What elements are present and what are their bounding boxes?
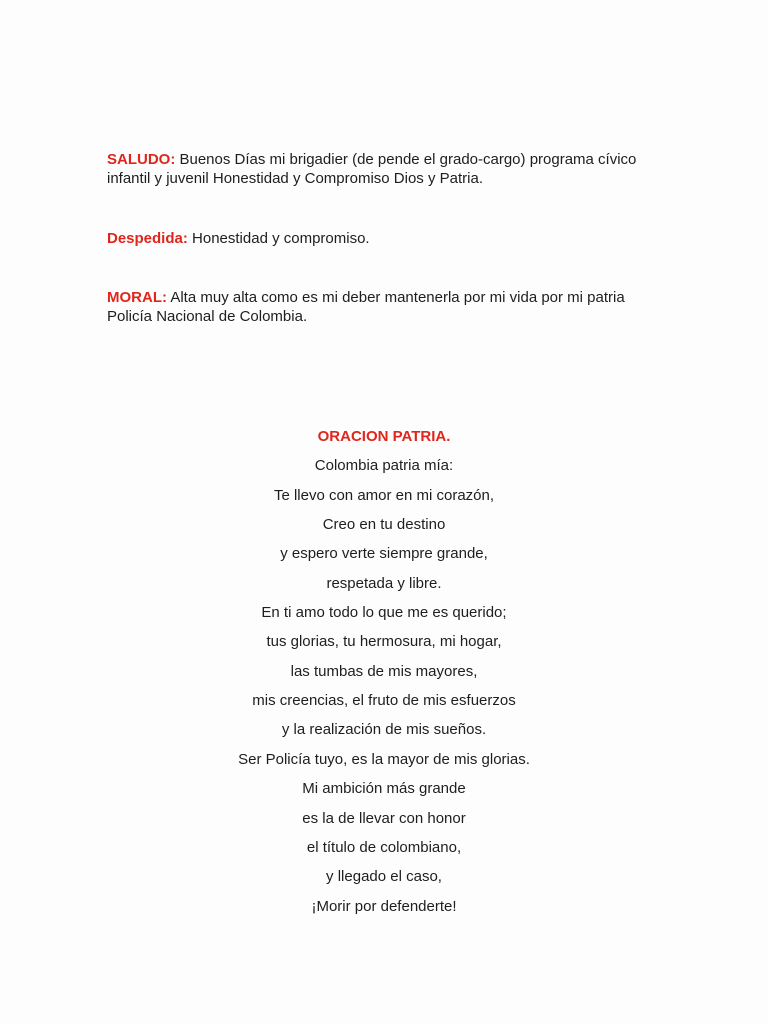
- paragraph-saludo: [107, 150, 667, 188]
- poem-line: mis creencias, el fruto de mis esfuerzos: [252, 692, 516, 710]
- poem-line: ¡Morir por defenderte!: [311, 897, 457, 915]
- poem-line: y la realización de mis sueños.: [281, 721, 487, 739]
- paragraph-despedida: [107, 229, 667, 248]
- poem-line: respetada y libre.: [326, 574, 442, 592]
- label-despedida: Despedida:: [107, 230, 188, 247]
- poem-line: Creo en tu destino: [322, 516, 446, 534]
- poem-line: el título de colombiano,: [306, 838, 462, 856]
- poem-line: Ser Policía tuyo, es la mayor de mis glorias.: [238, 750, 530, 768]
- text-despedida: Honestidad y compromiso.: [187, 230, 370, 247]
- poem-oracion-patria: [0, 427, 768, 926]
- paragraph-moral: [107, 288, 667, 326]
- poem-line: las tumbas de mis mayores,: [290, 662, 478, 680]
- text-moral: Alta muy alta como es mi deber mantenerla por mi vida por mi patria Policía Nacional de Colombia.: [107, 289, 625, 325]
- label-moral: MORAL:: [107, 289, 167, 306]
- text-saludo: Buenos Días mi brigadier (de pende el grado-cargo) programa cívico infantil y juvenil Honestidad y Compromiso Dios y Patria.: [107, 151, 637, 187]
- poem-line: En ti amo todo lo que me es querido;: [261, 604, 507, 622]
- poem-line: y espero verte siempre grande,: [280, 545, 488, 563]
- poem-line: Te llevo con amor en mi corazón,: [273, 486, 495, 504]
- poem-line: tus glorias, tu hermosura, mi hogar,: [266, 633, 502, 651]
- poem-line: y llegado el caso,: [326, 868, 442, 886]
- poem-title: ORACION PATRIA.: [317, 428, 451, 445]
- poem-line: Colombia patria mía:: [314, 457, 454, 475]
- label-saludo: SALUDO:: [107, 151, 176, 168]
- poem-line: Mi ambición más grande: [302, 780, 466, 798]
- poem-line: es la de llevar con honor: [302, 809, 466, 827]
